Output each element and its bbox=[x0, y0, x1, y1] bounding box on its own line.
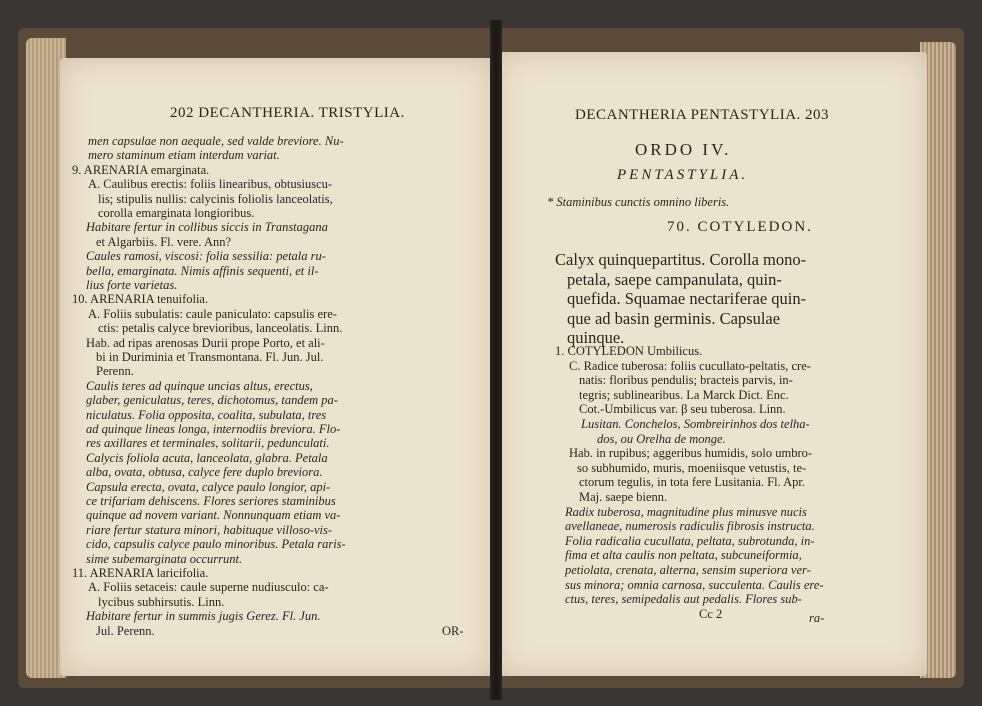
left-text-line: ce trifariam dehiscens. Flores seriores staminibus bbox=[86, 494, 336, 508]
left-text-line: et Algarbiis. Fl. vere. Ann? bbox=[96, 234, 232, 249]
left-catchword: OR- bbox=[442, 623, 464, 638]
right-text-line: Radix tuberosa, magnitudine plus minusve nucis bbox=[565, 504, 807, 519]
left-text-line: Perenn. bbox=[96, 364, 134, 379]
left-text-line: men capsulae non aequale, sed valde breviore. Nu- bbox=[88, 134, 344, 148]
left-text-line: corolla emarginata longioribus. bbox=[98, 206, 255, 220]
left-text-line: bi in Duriminia et Transmontana. Fl. Jun. Jul. bbox=[96, 350, 324, 364]
right-text-line: Maj. saepe bienn. bbox=[579, 490, 668, 504]
left-text-line: bella, emarginata. Nimis affinis sequenti, et il- bbox=[86, 263, 319, 278]
genus-heading: 70. COTYLEDON. bbox=[667, 219, 813, 235]
left-text-line: Habitare fertur in collibus siccis in Transtagana bbox=[86, 220, 328, 235]
right-text-line: 1. COTYLEDON Umbilicus. bbox=[555, 344, 703, 358]
left-text-line: A. Foliis setaceis: caule superne nudiusculo: ca- bbox=[88, 580, 329, 595]
left-page bbox=[60, 58, 492, 676]
right-text-line: ctus, teres, semipedalis aut pedalis. Flores sub- bbox=[565, 592, 802, 607]
left-text-line: lycibus subhirsutis. Linn. bbox=[98, 594, 225, 609]
book-gutter bbox=[490, 20, 502, 700]
right-text-line: so subhumido, muris, moeniisque vetustis, te- bbox=[577, 460, 807, 475]
right-text-line: fima et alta caulis non peltata, subcuneiformia, bbox=[565, 548, 802, 563]
genus-description-line: quefida. Squamae nectariferae quin- bbox=[567, 289, 807, 308]
genus-description-line: Calyx quinquepartitus. Corolla mono- bbox=[555, 250, 807, 269]
right-text-line: C. Radice tuberosa: foliis cucullato-peltatis, cre- bbox=[569, 358, 811, 373]
right-text-line: avellaneae, numerosis radiculis fibrosis instructa. bbox=[565, 519, 815, 534]
left-text-line: 10. ARENARIA tenuifolia. bbox=[72, 292, 209, 307]
left-text-line: A. Caulibus erectis: foliis linearibus, obtusiuscu- bbox=[88, 177, 333, 192]
right-text-line: natis: floribus pendulis; bracteis parvis, in- bbox=[579, 373, 793, 388]
left-text-line: lis; stipulis nullis: calycinis foliolis lanceolatis, bbox=[98, 191, 333, 206]
left-text-line: mero staminum etiam interdum variat. bbox=[88, 148, 280, 163]
pentastylia-heading: PENTASTYLIA. bbox=[617, 167, 749, 183]
left-text-line: ad quinque lineas longa, internodiis breviora. Flo- bbox=[86, 422, 341, 436]
right-text-line: dos, ou Orelha de monge. bbox=[597, 431, 726, 446]
left-text-line: Caulis teres ad quinque uncias altus, erectus, bbox=[86, 378, 313, 393]
right-text-line: Cot.-Umbilicus var. β seu tuberosa. Linn. bbox=[579, 402, 786, 417]
left-text-line: niculatus. Folia opposita, coalita, subulata, tres bbox=[86, 407, 327, 422]
genus-description-line: petala, saepe campanulata, quin- bbox=[567, 269, 782, 289]
left-text-line: quinque ad novem variant. Nonnunquam etiam va- bbox=[86, 508, 341, 523]
right-text-line: Folia radicalia cucullata, peltata, subrotunda, in- bbox=[565, 533, 815, 548]
right-text-line: Hab. in rupibus; aggeribus humidis, solo umbro- bbox=[569, 446, 813, 461]
right-catchword: ra- bbox=[809, 610, 825, 625]
left-text-line: alba, ovata, obtusa, calyce fere duplo breviora. bbox=[86, 465, 323, 480]
ordo-heading: ORDO IV. bbox=[635, 140, 732, 159]
left-text-line: Habitare fertur in summis jugis Gerez. Fl. Jun. bbox=[86, 609, 321, 624]
left-text-line: res axillares et terminales, solitarii, pedunculati. bbox=[86, 436, 330, 451]
staminibus-note: * Staminibus cunctis omnino liberis. bbox=[547, 195, 730, 209]
left-text-line: Hab. ad ripas arenosas Durii prope Porto, et ali- bbox=[86, 335, 325, 350]
left-text-line: glaber, geniculatus, teres, dichotomus, tandem pa- bbox=[86, 393, 338, 408]
left-text-line: Calycis foliola acuta, lanceolata, glabra. Petala bbox=[86, 450, 328, 465]
left-text-line: Capsula erecta, ovata, calyce paulo longior, api- bbox=[86, 479, 331, 494]
right-text-line: petiolata, crenata, alterna, sensim superiora ver- bbox=[565, 563, 811, 577]
right-text-line: ctorum tegulis, in tota fere Lusitania. Fl. Apr. bbox=[579, 475, 806, 490]
left-text-line: riare fertur statura minori, habituque villoso-vis- bbox=[86, 522, 333, 537]
right-page bbox=[497, 52, 927, 676]
right-page-header: DECANTHERIA PENTASTYLIA. 203 bbox=[575, 107, 830, 123]
right-text-line: sus minora; omnia carnosa, succulenta. Caulis ere- bbox=[565, 577, 824, 592]
left-text-line: lius forte varietas. bbox=[86, 278, 178, 292]
left-text-line: ctis: petalis calyce brevioribus, lanceolatis. Linn. bbox=[98, 321, 343, 336]
left-page-header: 202 DECANTHERIA. TRISTYLIA. bbox=[170, 105, 405, 121]
left-text-line: 9. ARENARIA emarginata. bbox=[72, 162, 210, 177]
left-text-line: A. Foliis subulatis: caule paniculato: capsulis ere- bbox=[88, 306, 337, 321]
left-text-line: 11. ARENARIA laricifolia. bbox=[72, 566, 209, 580]
left-text-line: cido, capsulis calyce paulo minoribus. Petala raris- bbox=[86, 537, 346, 552]
signature-mark: Cc 2 bbox=[699, 606, 723, 621]
left-text-line: Jul. Perenn. bbox=[96, 623, 155, 638]
genus-description-line: que ad basin germinis. Capsulae bbox=[567, 308, 781, 328]
left-text-line: sime subemarginata occurrunt. bbox=[86, 551, 243, 566]
left-text-line: Caules ramosi, viscosi: folia sessilia: petala ru- bbox=[86, 249, 326, 264]
genus-description-line: quinque. bbox=[567, 328, 625, 347]
right-text-line: tegris; sublinearibus. La Marck Dict. Enc. bbox=[579, 387, 789, 402]
right-text-line: Lusitan. Conchelos, Sombreirinhos dos telha- bbox=[581, 417, 810, 431]
